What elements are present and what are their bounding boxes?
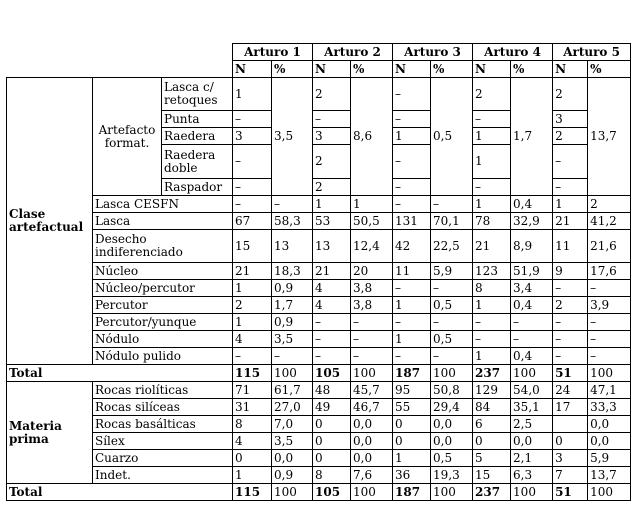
value-cell: 24 [553,382,588,399]
value-cell: 5 [473,450,511,467]
value-cell: 0,4 [511,297,553,314]
value-cell: – [313,314,351,331]
value-cell: 78 [473,213,511,230]
value-cell: 29,4 [431,399,473,416]
value-cell: – [553,280,588,297]
row-label: Percutor [93,297,233,314]
row-label: Raspador [162,179,233,196]
value-cell: 48 [313,382,351,399]
value-cell: 1 [233,280,272,297]
value-cell: 1 [473,128,511,145]
value-cell: – [431,196,473,213]
group-materia: Materia prima [7,382,93,484]
value-cell: – [351,331,393,348]
value-cell: – [233,111,272,128]
value-cell: 1 [473,196,511,213]
value-cell: 0 [233,450,272,467]
pct-merged: 1,7 [511,78,553,196]
value-cell: 0 [313,416,351,433]
value-cell: 0,4 [511,348,553,365]
value-cell: 2 [233,297,272,314]
value-cell: 4 [313,280,351,297]
n-header: N [473,61,511,78]
value-cell: – [431,348,473,365]
value-cell: 33,3 [588,399,631,416]
value-cell: 50,5 [351,213,393,230]
value-cell: 3,9 [588,297,631,314]
value-cell: 27,0 [272,399,313,416]
row-label: Cuarzo [93,450,233,467]
value-cell: 12,4 [351,230,393,263]
value-cell: 0 [473,433,511,450]
row-label: Indet. [93,467,233,484]
value-cell: 21,6 [588,230,631,263]
value-cell: 61,7 [272,382,313,399]
table-row [7,297,631,314]
value-cell: – [588,331,631,348]
value-cell: 13 [272,230,313,263]
value-cell: – [393,179,431,196]
row-label: Sílex [93,433,233,450]
value-cell: 9 [553,263,588,280]
value-cell: 1 [473,145,511,179]
row-label: Núcleo/percutor [93,280,233,297]
value-cell: 0 [313,433,351,450]
value-cell: – [393,78,431,111]
value-cell: – [393,145,431,179]
table-row [7,44,631,61]
row-label: Percutor/yunque [93,314,233,331]
value-cell: – [431,314,473,331]
table-row [7,484,631,501]
value-cell: 0,0 [431,433,473,450]
value-cell: 0,9 [272,467,313,484]
value-cell: – [233,196,272,213]
value-cell: 2 [313,78,351,111]
value-cell: 187 [393,365,431,382]
value-cell: 0,0 [351,450,393,467]
value-cell: 2 [313,145,351,179]
value-cell: – [272,196,313,213]
value-cell: – [553,331,588,348]
value-cell: 18,3 [272,263,313,280]
value-cell: 0 [393,433,431,450]
table-row [7,450,631,467]
value-cell: 3,8 [351,280,393,297]
value-cell: 3,5 [272,433,313,450]
row-label: Desecho indiferenciado [93,230,233,263]
table-row [7,348,631,365]
value-cell: 0,0 [272,450,313,467]
value-cell: 1 [393,450,431,467]
value-cell: – [473,111,511,128]
value-cell: 2 [553,128,588,145]
value-cell: 187 [393,484,431,501]
table-row [7,314,631,331]
value-cell: 8,9 [511,230,553,263]
site-header: Arturo 3 [393,44,473,61]
value-cell: 0,0 [588,416,631,433]
value-cell: 105 [313,484,351,501]
value-cell: 1 [473,348,511,365]
value-cell: 55 [393,399,431,416]
value-cell: 1 [553,196,588,213]
value-cell [553,416,588,433]
value-cell: 11 [393,263,431,280]
table-row [7,230,631,263]
value-cell: – [553,145,588,179]
site-header: Arturo 2 [313,44,393,61]
table-row [7,263,631,280]
value-cell: 47,1 [588,382,631,399]
row-label: Lasca [93,213,233,230]
value-cell: – [588,348,631,365]
value-cell: 1 [233,314,272,331]
value-cell: 13,7 [588,467,631,484]
n-header: N [233,61,272,78]
value-cell: 2 [588,196,631,213]
row-label: Núcleo [93,263,233,280]
value-cell: 36 [393,467,431,484]
value-cell: 50,8 [431,382,473,399]
pct-header: % [588,61,631,78]
value-cell: 237 [473,365,511,382]
value-cell: 0,0 [351,416,393,433]
value-cell: 115 [233,365,272,382]
value-cell: 2 [553,297,588,314]
value-cell: 53 [313,213,351,230]
value-cell: – [351,314,393,331]
value-cell: 3 [553,111,588,128]
value-cell: 70,1 [431,213,473,230]
blank-header [7,44,233,78]
value-cell: – [553,348,588,365]
value-cell: 100 [511,365,553,382]
value-cell: 5,9 [431,263,473,280]
value-cell: 0,0 [588,433,631,450]
value-cell: 1 [233,78,272,111]
value-cell: 100 [431,484,473,501]
value-cell: – [553,314,588,331]
value-cell: 131 [393,213,431,230]
value-cell: 8 [233,416,272,433]
value-cell: 46,7 [351,399,393,416]
value-cell: 6 [473,416,511,433]
value-cell: 13 [313,230,351,263]
total-label: Total [7,484,233,501]
value-cell: 123 [473,263,511,280]
value-cell: 84 [473,399,511,416]
value-cell: 1 [393,331,431,348]
value-cell: 2,5 [511,416,553,433]
value-cell: – [588,314,631,331]
value-cell: 7,0 [272,416,313,433]
value-cell: 1 [473,297,511,314]
value-cell: 31 [233,399,272,416]
value-cell: 19,3 [431,467,473,484]
total-label: Total [7,365,233,382]
value-cell: 8 [473,280,511,297]
value-cell: – [393,348,431,365]
value-cell: – [511,314,553,331]
value-cell: 54,0 [511,382,553,399]
value-cell: 3 [553,450,588,467]
value-cell: 0,5 [431,331,473,348]
value-cell: 100 [588,365,631,382]
value-cell: 2 [553,78,588,111]
value-cell: 2,1 [511,450,553,467]
pct-header: % [272,61,313,78]
value-cell: 0,5 [431,450,473,467]
value-cell: 100 [272,484,313,501]
value-cell: – [553,179,588,196]
table-row [7,280,631,297]
row-label: Lasca CESFN [93,196,233,213]
value-cell: 1 [313,196,351,213]
value-cell: 100 [431,365,473,382]
value-cell: 51,9 [511,263,553,280]
table-row [7,78,631,111]
value-cell: 1 [393,297,431,314]
table-row [7,196,631,213]
n-header: N [553,61,588,78]
value-cell: 5,9 [588,450,631,467]
value-cell: – [313,348,351,365]
value-cell: 4 [233,331,272,348]
value-cell: 237 [473,484,511,501]
value-cell: 20 [351,263,393,280]
table-row [7,416,631,433]
table-row [7,433,631,450]
value-cell: 32,9 [511,213,553,230]
value-cell: 1 [351,196,393,213]
value-cell: 0,0 [351,433,393,450]
value-cell: 51 [553,484,588,501]
table-row [7,399,631,416]
site-header: Arturo 5 [553,44,631,61]
row-label: Rocas silíceas [93,399,233,416]
value-cell: 21 [313,263,351,280]
value-cell: 0,0 [431,416,473,433]
value-cell: 0,9 [272,280,313,297]
value-cell: 7 [553,467,588,484]
value-cell: – [431,280,473,297]
value-cell: – [233,348,272,365]
value-cell: 3,4 [511,280,553,297]
data-table [6,43,631,501]
value-cell: – [511,331,553,348]
row-label: Rocas basálticas [93,416,233,433]
row-label: Nódulo pulido [93,348,233,365]
value-cell: 0 [553,433,588,450]
row-label: Nódulo [93,331,233,348]
value-cell: 17,6 [588,263,631,280]
n-header: N [313,61,351,78]
row-label: Rocas riolíticas [93,382,233,399]
value-cell: 67 [233,213,272,230]
value-cell: 0 [313,450,351,467]
row-label: Raedera doble [162,145,233,179]
value-cell: 58,3 [272,213,313,230]
value-cell: 17 [553,399,588,416]
value-cell: 0,5 [431,297,473,314]
value-cell: 1,7 [272,297,313,314]
row-label: Punta [162,111,233,128]
n-header: N [393,61,431,78]
site-header: Arturo 1 [233,44,313,61]
value-cell: 100 [272,365,313,382]
value-cell: 129 [473,382,511,399]
value-cell: – [313,331,351,348]
table-row [7,467,631,484]
pct-merged: 0,5 [431,78,473,196]
value-cell: 1 [393,128,431,145]
group-clase: Clase artefactual [7,78,93,365]
value-cell: 100 [351,484,393,501]
value-cell: 2 [313,179,351,196]
value-cell: 0,0 [511,433,553,450]
value-cell: 35,1 [511,399,553,416]
value-cell: 7,6 [351,467,393,484]
value-cell: – [473,331,511,348]
value-cell: – [473,314,511,331]
value-cell: 3 [233,128,272,145]
value-cell: 51 [553,365,588,382]
value-cell: 2 [473,78,511,111]
value-cell: 0,4 [511,196,553,213]
value-cell: 3,5 [272,331,313,348]
value-cell: 15 [473,467,511,484]
value-cell: 3,8 [351,297,393,314]
table-row [7,382,631,399]
value-cell: 42 [393,230,431,263]
value-cell: 8 [313,467,351,484]
table-row [7,213,631,230]
value-cell: 21 [553,213,588,230]
value-cell: 1 [233,467,272,484]
value-cell: 105 [313,365,351,382]
table-row [7,365,631,382]
value-cell: 4 [313,297,351,314]
value-cell: 45,7 [351,382,393,399]
table-row [7,331,631,348]
value-cell: 15 [233,230,272,263]
pct-merged: 8,6 [351,78,393,196]
pct-header: % [351,61,393,78]
value-cell: 71 [233,382,272,399]
group-artefacto: Artefacto format. [93,78,162,196]
value-cell: – [233,145,272,179]
pct-header: % [511,61,553,78]
value-cell: 0,9 [272,314,313,331]
value-cell: 6,3 [511,467,553,484]
pct-header: % [431,61,473,78]
value-cell: 41,2 [588,213,631,230]
value-cell: – [313,111,351,128]
value-cell: 22,5 [431,230,473,263]
value-cell: 100 [511,484,553,501]
value-cell: – [233,179,272,196]
value-cell: – [393,196,431,213]
value-cell: 21 [473,230,511,263]
value-cell: 21 [233,263,272,280]
value-cell: 4 [233,433,272,450]
value-cell: 3 [313,128,351,145]
value-cell: 49 [313,399,351,416]
value-cell: – [393,111,431,128]
pct-merged: 3,5 [272,78,313,196]
row-label: Raedera [162,128,233,145]
value-cell: – [393,314,431,331]
value-cell: – [393,280,431,297]
value-cell: 95 [393,382,431,399]
value-cell: 100 [351,365,393,382]
value-cell: 115 [233,484,272,501]
value-cell: – [473,179,511,196]
value-cell: – [588,280,631,297]
value-cell: 0 [393,416,431,433]
pct-merged: 13,7 [588,78,631,196]
value-cell: 100 [588,484,631,501]
row-label: Lasca c/ retoques [162,78,233,111]
value-cell: – [351,348,393,365]
value-cell: 11 [553,230,588,263]
value-cell: – [272,348,313,365]
site-header: Arturo 4 [473,44,553,61]
